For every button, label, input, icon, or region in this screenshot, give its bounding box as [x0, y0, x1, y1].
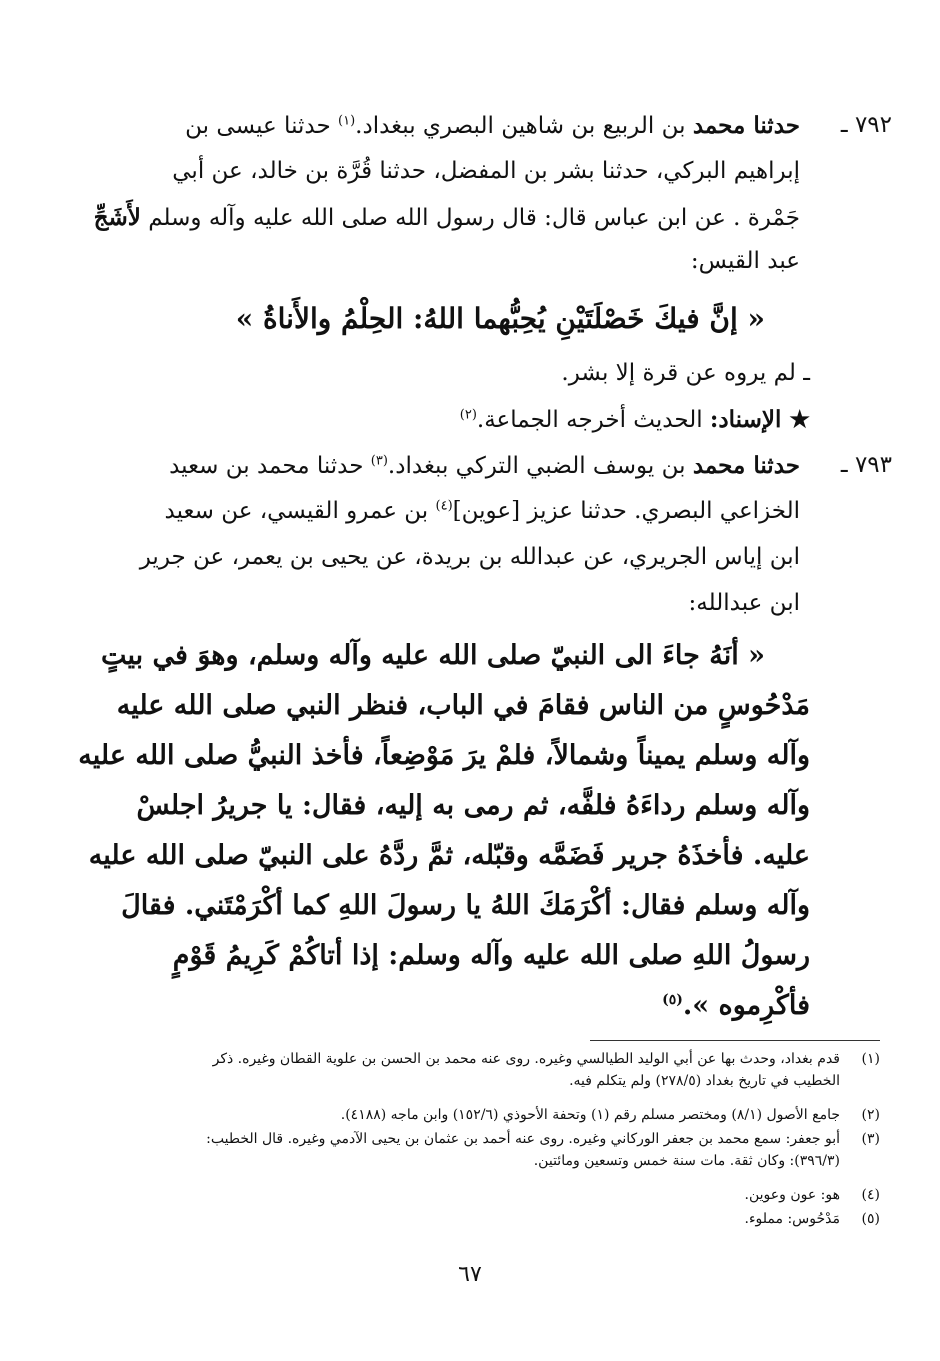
footnote-ref-2: (٢)	[459, 407, 477, 423]
hadith-792-line-4: عبد القيس:	[690, 248, 800, 274]
hadith-number-792: ٧٩٢ ـ	[840, 112, 892, 138]
hadith-793-quote-line-2: مَدْحُوسٍ من الناس فقامَ في الباب، فنظر النبي صلى الله عليه	[116, 690, 810, 721]
hadith-792-line-3: جَمْرة . عن ابن عباس قال: قال رسول الله صلى الله عليه وآله وسلم لأَشَجِّ	[93, 204, 800, 231]
footnote-ref-5: (٥)	[662, 992, 683, 1008]
footnote-5: (٥)مَدْحُوس: مملوء.	[744, 1211, 880, 1227]
hadith-793-quote-line-6: وآله وسلم فقال: أكْرَمَكَ اللهُ يا رسولَ اللهِ كما أكْرَمْتَني. فقالَ	[121, 890, 810, 921]
hadith-793-quote-line-3: وآله وسلم يميناً وشمالاً، فلمْ يرَ مَوْضِعاً، فأخذ النبيُّ صلى الله عليه	[78, 740, 810, 771]
hadith-793-quote-line-7: رسولُ اللهِ صلى الله عليه وآله وسلم: إذا أتاكُمْ كَرِيمُ قَوْمٍ	[172, 940, 810, 971]
hadith-792-line-1: حدثنا محمد بن الربيع بن شاهين البصري ببغداد.$^{(١)}$ حدثنا عيسى بن	[185, 112, 800, 139]
hadith-792-isnad: ★ الإسناد: الحديث أخرجه الجماعة.$^{(٢)}$	[459, 406, 810, 433]
hadith-792-quote: « إنَّ فيكَ خَصْلَتَيْنِ يُحِبُّهما اللهُ: الحِلْمُ والأَناةُ »	[235, 302, 765, 335]
footnote-2: (٢)جامع الأصول (٨/١) ومختصر مسلم رقم (١) وتحفة الأحوذي (١٥٢/٦) وابن ماجه (٤١٨٨).	[340, 1107, 880, 1123]
hadith-793-quote-line-4: وآله وسلم رداءَهُ فلفَّه، ثم رمى به إليه، فقال: يا جريرُ اجلسْ	[136, 790, 810, 821]
hadith-793-quote-line-1: « أنَهُ جاءَ الى النبيّ صلى الله عليه وآله وسلم، وهوَ في بيتٍ	[100, 640, 765, 671]
page-number: ٦٧	[458, 1262, 482, 1287]
hadith-793-quote-line-5: عليه. فأخذَهُ جرير فَضَمَّه وقبّله، ثمَّ ردَّهُ على النبيّ صلى الله عليه	[88, 840, 810, 871]
hadith-793-quote-line-8: فأكْرِموه ».$^{(٥)}$	[662, 990, 810, 1021]
footnote-ref-4: (٤)	[435, 498, 453, 514]
footnote-ref-1: (١)	[338, 113, 356, 129]
footnote-1: (١)قدم بغداد، وحدث بها عن أبي الوليد الطيالسي وغيره. روى عنه محمد بن الحسن بن علوية القطان وغيره. ذكر الخطيب في تاريخ بغداد (٢٧٨/٥) ولم يتكلم فيه.	[212, 1051, 880, 1089]
hadith-793-line-1: حدثنا محمد بن يوسف الضبي التركي ببغداد.$^{(٣)}$ حدثنا محمد بن سعيد	[169, 452, 800, 479]
hadith-793-line-2: الخزاعي البصري. حدثنا عزيز [عوين]$^{(٤)}$ بن عمرو القيسي، عن سعيد	[164, 498, 800, 524]
hadith-793-line-3: ابن إياس الجريري، عن عبدالله بن بريدة، عن يحيى بن يعمر، عن جرير	[139, 544, 800, 570]
footnote-divider	[590, 1040, 880, 1041]
footnote-4: (٤)هو: عون وعوين.	[744, 1187, 880, 1203]
footnote-3: (٣)أبو جعفر: سمع محمد بن جعفر الوركاني وغيره. روى عنه أحمد بن عثمان بن يحيى الآدمي وغيره. قال الخطيب: (٣٩٦/٣): وكان ثقة. مات سنة خمس وتسعين ومائتين.	[206, 1131, 880, 1169]
hadith-793-line-4: ابن عبدالله:	[688, 590, 800, 616]
footnote-ref-3: (٣)	[370, 453, 388, 469]
hadith-number-793: ٧٩٣ ـ	[840, 452, 892, 478]
hadith-792-line-2: إبراهيم البركي، حدثنا بشر بن المفضل، حدثنا قُرَّة بن خالد، عن أبي	[172, 158, 800, 184]
hadith-792-note: ـ لم يروه عن قرة إلا بشر.	[561, 360, 810, 386]
